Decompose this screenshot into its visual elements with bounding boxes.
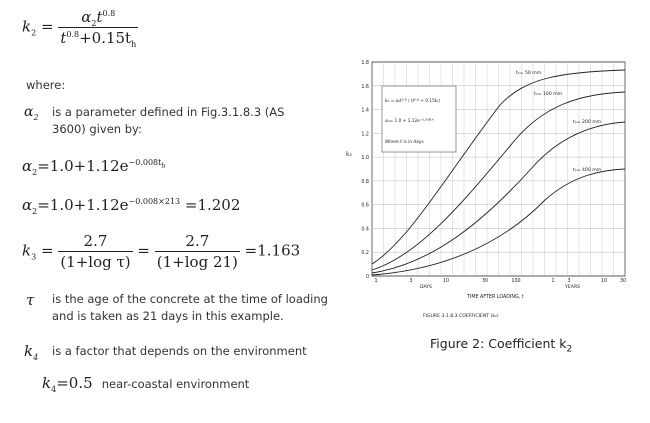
- alpha2-equation: $\alpha_2=1.0+1.12e^{-0.008t_h}$: [22, 157, 166, 177]
- k3-equation: $k_3$ = $\frac{2.7}{\text{(1+log τ)}}$ = $\frac{2.7}{(1+\log 21)}$ =1.163: [22, 232, 301, 271]
- k2-formula: $k_2$ = $\frac{\alpha_2t^{0.8}}{t^{0.8}+0.15t_h}$: [22, 8, 137, 49]
- k2-fraction: $\frac{\alpha_2t^{0.8}}{t^{0.8}+0.15t_h}$: [60, 8, 137, 49]
- k2-coefficient-figure: [340, 50, 640, 330]
- x-tick-label: 30: [619, 279, 627, 284]
- x-tick-label: 3: [409, 279, 413, 284]
- y-tick-label: 0: [365, 275, 369, 280]
- curve-label-400mm: tₕ= 400 mm: [573, 168, 602, 173]
- curve-label-50mm: tₕ= 50 mm: [516, 71, 542, 76]
- x-tick-label: 1: [551, 279, 555, 284]
- y-tick-labels: [361, 60, 369, 280]
- curve-label-100mm: tₕ= 100 mm: [534, 92, 563, 97]
- inset-formula-k2: k₂ = α₂t⁰·⁸ / (t⁰·⁸ + 0.15tₕ): [385, 99, 440, 104]
- alpha2-numeric-equation: $\alpha_2=1.0+1.12e^{-0.008\times 213} =1.202$: [22, 196, 241, 216]
- inset-formula-alpha2: α₂= 1.0 + 1.12e⁻⁰·⁰⁰⁸ᵗʰ: [385, 119, 434, 124]
- y-tick-label: 0.8: [361, 179, 369, 185]
- y-tick-label: 1.8: [361, 61, 369, 66]
- x-tick-label: 30: [481, 279, 489, 284]
- tau-description: is the age of the concrete at the time of loading and is taken as 21 days in this example.: [52, 292, 328, 323]
- alpha2-description: is a parameter defined in Fig.3.1.8.3 (AS 3600) given by:: [52, 105, 285, 136]
- x-axis-label: TIME AFTER LOADING, t: [467, 295, 524, 300]
- alpha2-symbol: $\alpha_2$: [24, 104, 39, 122]
- x-tick-label: 3: [567, 279, 571, 284]
- k3-fraction-2: $\frac{2.7}{(1+\log 21)}$: [156, 232, 238, 271]
- y-tick-label: 1.4: [361, 108, 369, 114]
- k4-description: is a factor that depends on the environment: [52, 344, 307, 358]
- unit-days: DAYS: [420, 285, 432, 290]
- x-tick-label: 1: [374, 279, 378, 284]
- k4-symbol: $k_4$: [24, 342, 39, 362]
- y-tick-label: 1.0: [361, 156, 369, 162]
- unit-years: YEARS: [565, 285, 580, 290]
- k2-lhs: k: [22, 17, 32, 36]
- where-label: where:: [26, 78, 66, 92]
- y-tick-label: 0.6: [361, 203, 369, 209]
- y-tick-label: 1.6: [361, 84, 369, 90]
- inset-where-text: Where t is in days: [385, 140, 424, 145]
- y-tick-label: 0.4: [361, 227, 369, 233]
- x-tick-label: 10: [600, 279, 608, 284]
- curve-label-200mm: tₕ= 200 mm: [573, 120, 602, 125]
- x-tick-label: 10: [442, 279, 450, 284]
- k3-fraction-1: $\frac{2.7}{\text{(1+log τ)}}$: [60, 232, 131, 271]
- y-tick-label: 1.2: [361, 132, 369, 138]
- x-tick-label: 100: [511, 279, 521, 284]
- k4-equation: $k_4=0.5$ near-coastal environment: [42, 374, 250, 395]
- x-tick-labels: [374, 278, 626, 284]
- y-tick-label: 0.2: [361, 251, 369, 257]
- figure-caption-small: FIGURE 3.1.8.3 COEFFICIENT (k₂): [423, 314, 499, 319]
- y-axis-label: k₂: [346, 151, 352, 158]
- figure-caption: Figure 2: Coefficient $k_2$: [430, 336, 573, 355]
- tau-symbol: τ: [26, 291, 35, 309]
